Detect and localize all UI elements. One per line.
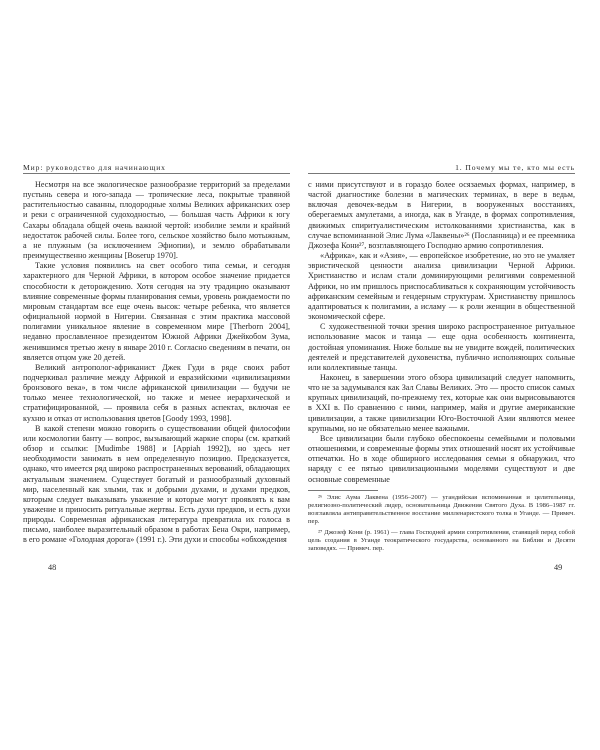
paragraph: Несмотря на все экологическое разнообразие территорий за пределами пустынь севера и юго-запада — тропические леса, покрытые травяной растительностью саванны, плодородные холмы Великих африканских озер и реки с ограниченной судоходностью, — большая часть Африки к югу Сахары обладала общей очень важной чертой: изобилие земли и крайний недостаток рабочей силы. Более того, сельское хозяйство было мотыжным, а не плужным (за исключением Эфиопии), и землю обрабатывали преимущественно женщины [Boserup 1970]. — [23, 180, 290, 261]
left-page — [23, 163, 290, 546]
page-number-right: 49 — [554, 563, 563, 572]
running-head: Мир: руководство для начинающих — [23, 163, 290, 174]
paragraph: С художественной точки зрения широко распространенное ритуальное использование масок и танца — еще одна особенность континента, достойная упоминания. Ниже больше вы не увидите вождей, политических деятелей и представителей духовенства, публично исполняющих сольные или коллективные танцы. — [308, 322, 575, 372]
paragraph: Великий антрополог-африканист Джек Гуди в ряде своих работ подчеркивал различие между Африкой и евразийскими «цивилизациями бронзового века», в том числе африканской цивилизации — будучи не только менее технологической, но также и менее иерархической и стратифицированной, — проявила себя в разных аспектах, включая ее кухню и отказ от использования цветов [Goody 1993, 1998]. — [23, 362, 290, 423]
paragraph: Все цивилизации были глубоко обеспокоены семейными и половыми отношениями, и современные формы этих отношений носят их устойчивые отпечатки. Но в ходе обширного исследования семьи я обнаружил, что наряду с ее пятью цивилизационными моделями существуют и две основные современные — [308, 433, 575, 484]
body-text — [308, 180, 575, 485]
footnote-rule — [308, 490, 378, 491]
running-head: 1. Почему мы те, кто мы есть — [308, 163, 575, 174]
footnote: ²⁶ Элис Аума Лаквена (1956–2007) — угандийская вспоминанная и целительница, религиозно-политический лидер, основательница Движения Святого Духа. В 1986–1987 гг. возглавляла антиправительственное восстание милленаристского толка в Уганде. — Примеч. пер. — [308, 493, 575, 526]
paragraph: Такие условия появились на свет особого типа семьи, и сегодня характерного для Черной Африки, в котором особое значение придается способности к деторождению. Хотя сегодня на эту традицию оказывают влияние современные формы планирования семьи, уровень рождаемости по мировым стандартам все еще очень высок: четыре ребенка, что является официальной нормой в Нигерии. Связанная с этим практика массовой полигамии уникальное явление в современном мире [Therborn 2004], недавно прославленное президентом Южной Африки Джейкобом Зума, женившимся третью жену в январе 2010 г. Согласно сведениям в печати, он является отцом уже 20 детей. — [23, 261, 290, 362]
right-page — [308, 163, 575, 555]
footnote: ²⁷ Джозеф Кони (р. 1961) — глава Господней армии сопротивления, ставящей перед собой цель создания в Уганде теократического государства, основанного на Библии и Десяти заповедях. — Примеч. пер. — [308, 528, 575, 552]
paragraph: В какой степени можно говорить о существовании общей философии или космологии банту — вопрос, вызывающий жаркие споры (см. краткий обзор и ссылки: [Mudimbe 1988] и [Appiah 1992]), но здесь нет необходимости занимать в нем определенную позицию. Предсказуется, однако, что имеется ряд широко распространенных верований, обладающих актуальным значением. Существует богатый и разнообразный духовный мир, населенный как злыми, так и добрыми духами, и духами предков, которым следует выказывать уважение и которые могут проявлять к вам уважение и приносить ритуальные жертвы. Есть духи предков, и есть духи природы. Современная африканская литература превратила их голоса в письмо, наиболее выразительный образом в работах Бена Окри, например, в его романе «Голодная дорога» (1991 г.). Эти духи и способы «обхождения — [23, 423, 290, 545]
page-number-left: 48 — [48, 563, 57, 572]
paragraph: с ними присутствуют и в гораздо более осязаемых формах, например, в частой диагностике болезни в магических терминах, в вере в ведьм, включая девочек-ведьм в Нигерии, в вооруженных восстаниях, оберегаемых амулетами, а иногда, как в Уганде, в формах сопротивления, движимых спиритуалистическим истолкованиями христианства, как в случае вспоминанной Элис Лума «Лаквены»²⁶ (Посланница) и ее преемника Джозефа Кони²⁷, возглавляющего Господню армию сопротивления. — [308, 180, 575, 250]
paragraph: Наконец, в завершении этого обзора цивилизаций следует напомнить, что не за задумывался как Зал Славы Великих. Это — просто список самых крупных цивилизаций, по-прежнему тех, которые как они вырисовываются в XXI в. По сравнению с ними, например, майя и другие американские цивилизации, а также цивилизации Юго-Восточной Азии являются менее крупными, но не обязательно менее важными. — [308, 372, 575, 433]
paragraph: «Африка», как и «Азия», — европейское изобретение, но это не умаляет эвристической ценности анализа цивилизации Черной Африки. Христианство и ислам стали доминирующими религиями современной Африки, но им пришлось приспосабливаться к сохраняющим устойчивость африканским семейным и гендерным структурам. Христианству пришлось адаптироваться к полигамии, а исламу — к роли женщин в общественной экономической сфере. — [308, 251, 575, 322]
body-text — [23, 180, 290, 546]
